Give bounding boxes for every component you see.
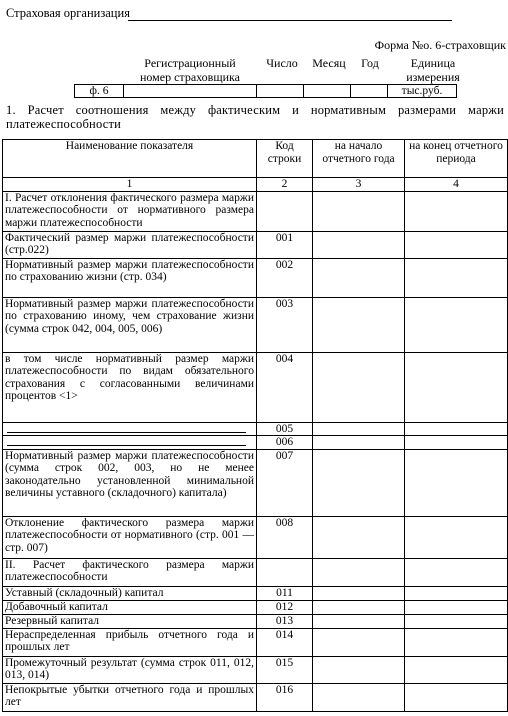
row-name: Резервный капитал [3, 614, 257, 628]
value-cell[interactable] [313, 586, 405, 600]
value-cell[interactable] [405, 656, 508, 683]
row-name: Добавочный капитал [3, 600, 257, 614]
table-row [3, 614, 508, 628]
row-code: 016 [257, 683, 313, 711]
value-cell[interactable] [313, 656, 405, 683]
table-row [3, 436, 508, 450]
table-row [3, 628, 508, 656]
row-name: Нормативный размер маржи платежеспособности по страхованию иному, чем страхование жизни (сумма строк 042, 004, 005, 006) [3, 297, 257, 352]
value-cell[interactable] [313, 628, 405, 656]
value-cell[interactable] [405, 683, 508, 711]
value-cell[interactable] [405, 614, 508, 628]
row-code: 013 [257, 614, 313, 628]
value-cell[interactable] [313, 191, 405, 231]
value-cell[interactable] [313, 436, 405, 450]
blank-line [7, 423, 246, 433]
day-cell[interactable] [257, 85, 304, 98]
table-row [3, 449, 508, 516]
column-number-row [3, 178, 508, 192]
month-cell[interactable] [304, 85, 351, 98]
row-code: 008 [257, 516, 313, 558]
year-label: Год [361, 56, 379, 70]
value-cell[interactable] [313, 231, 405, 258]
row-code: 002 [257, 258, 313, 297]
form-label: Форма №о. 6-страховщик [374, 38, 506, 52]
registration-grid [74, 84, 457, 98]
value-cell[interactable] [313, 449, 405, 516]
blank-row-name[interactable] [3, 436, 257, 450]
column-number: 1 [3, 178, 257, 192]
value-cell[interactable] [405, 516, 508, 558]
value-cell[interactable] [313, 297, 405, 352]
row-name: Фактический размер маржи платежеспособности (стр.022) [3, 231, 257, 258]
row-code: 014 [257, 628, 313, 656]
col-code-header: Код строки [257, 140, 313, 178]
blank-line [7, 436, 246, 446]
row-code: 011 [257, 586, 313, 600]
value-cell[interactable] [313, 258, 405, 297]
year-cell[interactable] [351, 85, 388, 98]
row-name: в том числе нормативный размер маржи платежеспособности по видам обязательного страхования с согласованными величинами процентов <1> [3, 352, 257, 422]
row-name: Нормативный размер маржи платежеспособности по страхованию жизни (стр. 034) [3, 258, 257, 297]
table-header-row [3, 140, 508, 178]
column-number: 4 [405, 178, 508, 192]
blank-row-name[interactable] [3, 422, 257, 436]
row-code: 012 [257, 600, 313, 614]
unit-label: Единица измерения [406, 56, 460, 84]
value-cell[interactable] [405, 231, 508, 258]
value-cell[interactable] [405, 422, 508, 436]
reg-number-label: Регистрационный номер страховщика [139, 56, 240, 84]
value-cell[interactable] [405, 352, 508, 422]
table-row [3, 558, 508, 586]
value-cell[interactable] [313, 558, 405, 586]
row-code [257, 558, 313, 586]
row-code: 004 [257, 352, 313, 422]
value-cell[interactable] [405, 436, 508, 450]
row-code: 006 [257, 436, 313, 450]
table-row [3, 191, 508, 231]
row-name: Нормативный размер маржи платежеспособности (сумма строк 002, 003, но не менее законодательно установленной минимальной величины уставного (складочного) капитала) [3, 449, 257, 516]
row-name: Непокрытые убытки отчетного года и прошлых лет [3, 683, 257, 711]
value-cell[interactable] [405, 191, 508, 231]
table-row [3, 683, 508, 711]
column-number: 2 [257, 178, 313, 192]
table-row [3, 586, 508, 600]
column-number: 3 [313, 178, 405, 192]
value-cell[interactable] [405, 258, 508, 297]
organization-input-line[interactable] [128, 20, 452, 21]
value-cell[interactable] [405, 558, 508, 586]
value-cell[interactable] [405, 600, 508, 614]
table-row [3, 297, 508, 352]
table-row [3, 422, 508, 436]
col-end-header: на конец отчетного периода [405, 140, 508, 178]
section-title: 1. Расчет соотношения между фактическим и нормативным размерами маржи платежеспособности [6, 103, 504, 131]
value-cell[interactable] [405, 449, 508, 516]
month-label: Месяц [312, 56, 346, 70]
day-label: Число [266, 56, 298, 70]
value-cell[interactable] [313, 683, 405, 711]
table-row [3, 516, 508, 558]
value-cell[interactable] [313, 422, 405, 436]
value-cell[interactable] [405, 297, 508, 352]
table-row [3, 231, 508, 258]
row-name: II. Расчет фактического размера маржи платежеспособности [3, 558, 257, 586]
col-start-header: на начало отчетного года [313, 140, 405, 178]
row-name: I. Расчет отклонения фактического размера маржи платежеспособности от нормативного размера маржи платежеспособности [3, 191, 257, 231]
value-cell[interactable] [313, 352, 405, 422]
row-name: Нераспределенная прибыль отчетного года и прошлых лет [3, 628, 257, 656]
table-row [3, 600, 508, 614]
col-name-header: Наименование показателя [3, 140, 257, 178]
unit-cell: тыс.руб. [388, 85, 457, 98]
table-row [3, 258, 508, 297]
value-cell[interactable] [313, 614, 405, 628]
margin-table [2, 139, 508, 712]
row-code: 015 [257, 656, 313, 683]
form-code-cell: ф. 6 [75, 85, 124, 98]
organization-label: Страховая организация [6, 6, 130, 20]
value-cell[interactable] [313, 600, 405, 614]
value-cell[interactable] [313, 516, 405, 558]
reg-number-cell[interactable] [124, 85, 257, 98]
row-name: Отклонение фактического размера маржи платежеспособности от нормативного (стр. 001 — стр. 007) [3, 516, 257, 558]
row-name: Промежуточный результат (сумма строк 011, 012, 013, 014) [3, 656, 257, 683]
value-cell[interactable] [405, 586, 508, 600]
row-code: 003 [257, 297, 313, 352]
row-code: 001 [257, 231, 313, 258]
row-code: 005 [257, 422, 313, 436]
table-row [3, 352, 508, 422]
row-name: Уставный (складочный) капитал [3, 586, 257, 600]
row-code: 007 [257, 449, 313, 516]
value-cell[interactable] [405, 628, 508, 656]
table-row [3, 656, 508, 683]
row-code [257, 191, 313, 231]
